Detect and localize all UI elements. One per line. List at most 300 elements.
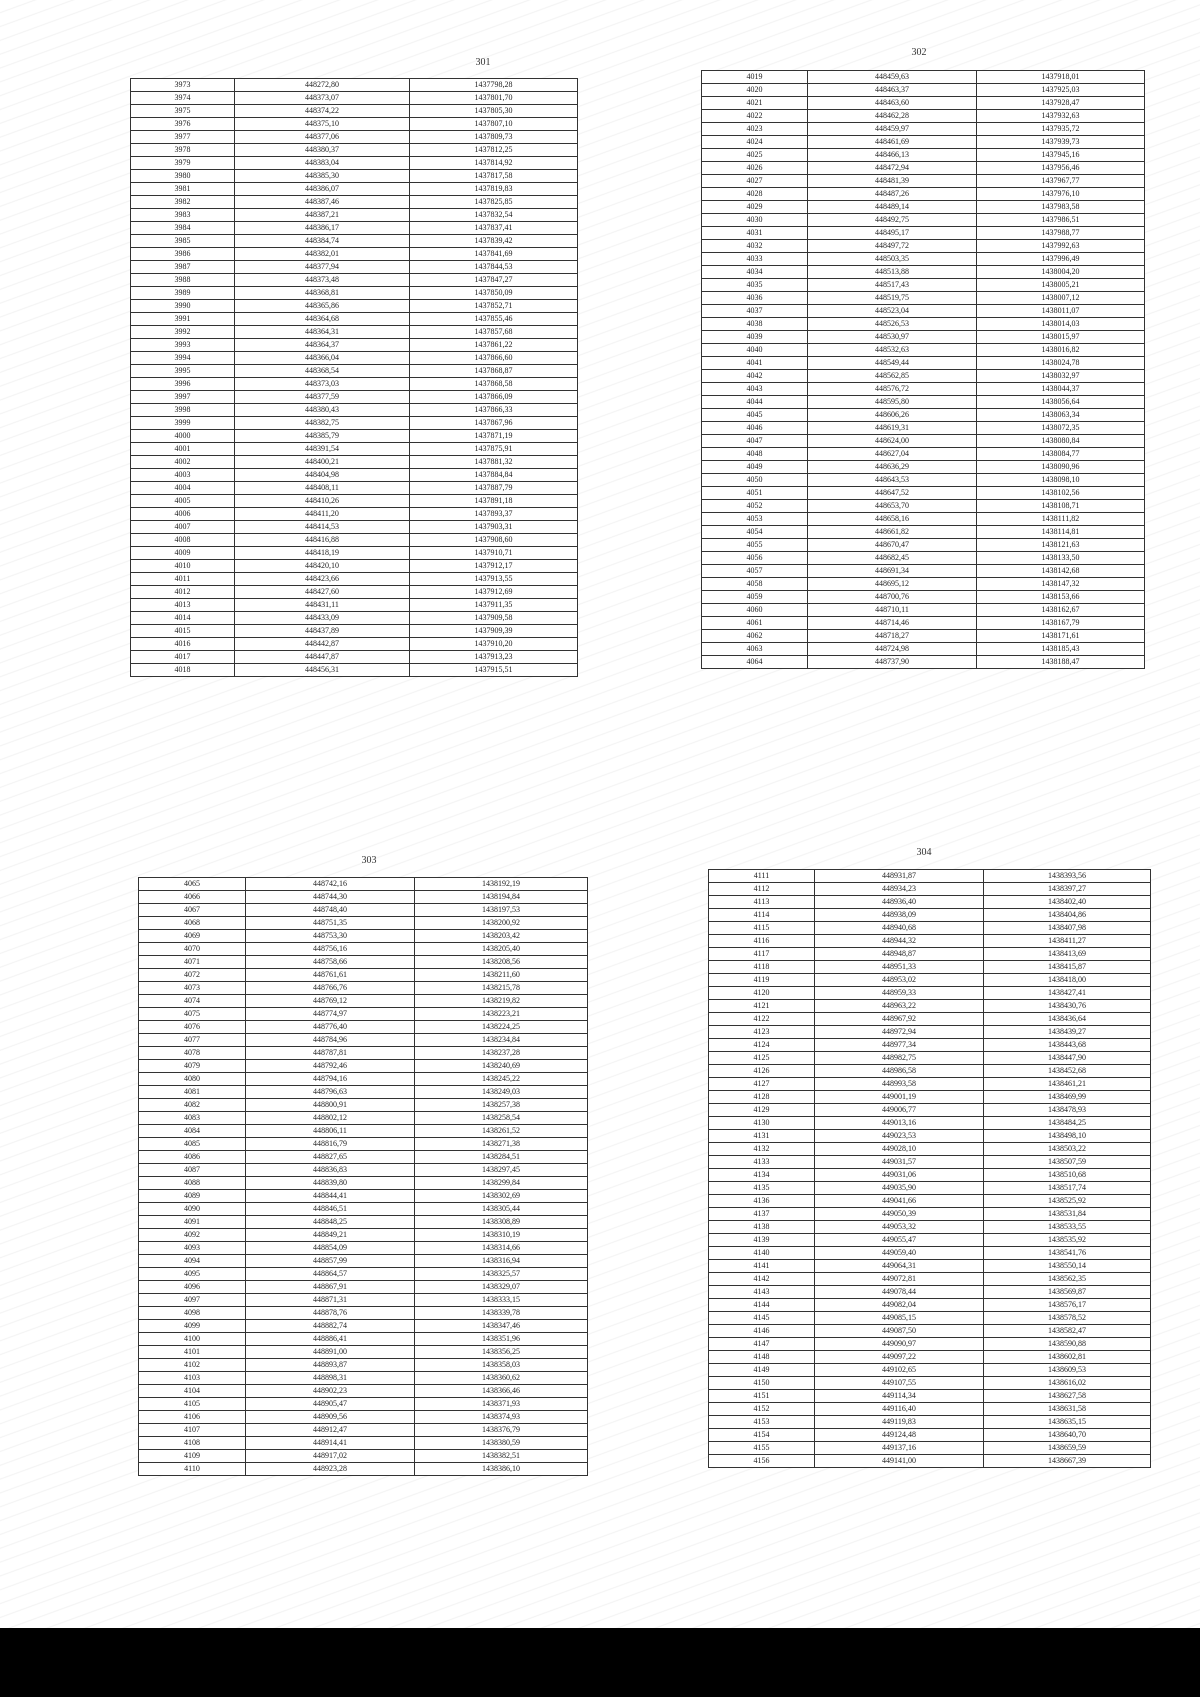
point-number-cell: 4023 xyxy=(702,123,808,136)
y-coordinate-cell: 1438510,68 xyxy=(984,1169,1151,1182)
x-coordinate-cell: 448387,21 xyxy=(235,209,410,222)
table-row xyxy=(709,1286,1151,1299)
point-number-cell: 4053 xyxy=(702,513,808,526)
x-coordinate-cell: 448385,30 xyxy=(235,170,410,183)
point-number-cell: 4095 xyxy=(139,1268,246,1281)
table-row xyxy=(139,1385,588,1398)
point-number-cell: 3973 xyxy=(131,79,235,92)
point-number-cell: 3983 xyxy=(131,209,235,222)
y-coordinate-cell: 1437868,58 xyxy=(410,378,578,391)
point-number-cell: 4064 xyxy=(702,656,808,669)
page-block xyxy=(708,847,1150,1468)
x-coordinate-cell: 448416,88 xyxy=(235,534,410,547)
table-row xyxy=(139,1151,588,1164)
table-row xyxy=(702,214,1145,227)
y-coordinate-cell: 1437866,60 xyxy=(410,352,578,365)
point-number-cell: 3975 xyxy=(131,105,235,118)
x-coordinate-cell: 448643,53 xyxy=(808,474,977,487)
y-coordinate-cell: 1437837,41 xyxy=(410,222,578,235)
x-coordinate-cell: 448380,43 xyxy=(235,404,410,417)
y-coordinate-cell: 1438469,99 xyxy=(984,1091,1151,1104)
x-coordinate-cell: 448940,68 xyxy=(815,922,984,935)
y-coordinate-cell: 1437909,39 xyxy=(410,625,578,638)
table-row xyxy=(702,487,1145,500)
table-row xyxy=(702,71,1145,84)
coordinates-table xyxy=(708,869,1151,1468)
table-row xyxy=(139,1047,588,1060)
y-coordinate-cell: 1437932,63 xyxy=(977,110,1145,123)
x-coordinate-cell: 448787,81 xyxy=(246,1047,415,1060)
table-row xyxy=(702,305,1145,318)
x-coordinate-cell: 448864,57 xyxy=(246,1268,415,1281)
table-row xyxy=(702,344,1145,357)
y-coordinate-cell: 1438024,78 xyxy=(977,357,1145,370)
x-coordinate-cell: 449059,40 xyxy=(815,1247,984,1260)
x-coordinate-cell: 449116,40 xyxy=(815,1403,984,1416)
table-row xyxy=(709,1312,1151,1325)
x-coordinate-cell: 448636,29 xyxy=(808,461,977,474)
point-number-cell: 4154 xyxy=(709,1429,815,1442)
table-row xyxy=(709,1013,1151,1026)
point-number-cell: 4094 xyxy=(139,1255,246,1268)
y-coordinate-cell: 1438569,87 xyxy=(984,1286,1151,1299)
x-coordinate-cell: 448404,98 xyxy=(235,469,410,482)
table-row xyxy=(139,1437,588,1450)
point-number-cell: 4153 xyxy=(709,1416,815,1429)
table-row xyxy=(709,1182,1151,1195)
y-coordinate-cell: 1438142,68 xyxy=(977,565,1145,578)
table-row xyxy=(139,1359,588,1372)
table-row xyxy=(709,1455,1151,1468)
point-number-cell: 3988 xyxy=(131,274,235,287)
point-number-cell: 4107 xyxy=(139,1424,246,1437)
y-coordinate-cell: 1438004,20 xyxy=(977,266,1145,279)
table-row xyxy=(131,313,578,326)
x-coordinate-cell: 448387,46 xyxy=(235,196,410,209)
table-row xyxy=(131,664,578,677)
y-coordinate-cell: 1437983,58 xyxy=(977,201,1145,214)
table-row xyxy=(139,878,588,891)
point-number-cell: 3974 xyxy=(131,92,235,105)
table-row xyxy=(139,1008,588,1021)
point-number-cell: 4135 xyxy=(709,1182,815,1195)
y-coordinate-cell: 1438153,66 xyxy=(977,591,1145,604)
x-coordinate-cell: 448905,47 xyxy=(246,1398,415,1411)
table-row xyxy=(139,943,588,956)
table-row xyxy=(139,1411,588,1424)
x-coordinate-cell: 448374,22 xyxy=(235,105,410,118)
x-coordinate-cell: 448854,09 xyxy=(246,1242,415,1255)
x-coordinate-cell: 448408,11 xyxy=(235,482,410,495)
point-number-cell: 4084 xyxy=(139,1125,246,1138)
y-coordinate-cell: 1438271,38 xyxy=(415,1138,588,1151)
point-number-cell: 4039 xyxy=(702,331,808,344)
point-number-cell: 4111 xyxy=(709,870,815,883)
x-coordinate-cell: 449023,53 xyxy=(815,1130,984,1143)
point-number-cell: 4143 xyxy=(709,1286,815,1299)
point-number-cell: 4103 xyxy=(139,1372,246,1385)
point-number-cell: 4027 xyxy=(702,175,808,188)
table-row xyxy=(709,1299,1151,1312)
table-row xyxy=(131,144,578,157)
y-coordinate-cell: 1438314,66 xyxy=(415,1242,588,1255)
y-coordinate-cell: 1438531,84 xyxy=(984,1208,1151,1221)
point-number-cell: 4042 xyxy=(702,370,808,383)
x-coordinate-cell: 448751,35 xyxy=(246,917,415,930)
x-coordinate-cell: 449053,32 xyxy=(815,1221,984,1234)
x-coordinate-cell: 448386,17 xyxy=(235,222,410,235)
point-number-cell: 4149 xyxy=(709,1364,815,1377)
table-row xyxy=(131,92,578,105)
y-coordinate-cell: 1437850,09 xyxy=(410,287,578,300)
point-number-cell: 4056 xyxy=(702,552,808,565)
x-coordinate-cell: 449137,16 xyxy=(815,1442,984,1455)
table-row xyxy=(131,404,578,417)
point-number-cell: 4063 xyxy=(702,643,808,656)
page-number: 303 xyxy=(361,855,377,866)
y-coordinate-cell: 1438376,79 xyxy=(415,1424,588,1437)
y-coordinate-cell: 1438667,39 xyxy=(984,1455,1151,1468)
point-number-cell: 4002 xyxy=(131,456,235,469)
table-row xyxy=(131,391,578,404)
y-coordinate-cell: 1437887,79 xyxy=(410,482,578,495)
table-row xyxy=(139,1255,588,1268)
table-row xyxy=(139,1203,588,1216)
x-coordinate-cell: 448661,82 xyxy=(808,526,977,539)
table-row xyxy=(139,995,588,1008)
table-row xyxy=(702,656,1145,669)
x-coordinate-cell: 448380,37 xyxy=(235,144,410,157)
x-coordinate-cell: 448691,34 xyxy=(808,565,977,578)
y-coordinate-cell: 1438200,92 xyxy=(415,917,588,930)
table-row xyxy=(131,573,578,586)
point-number-cell: 3994 xyxy=(131,352,235,365)
y-coordinate-cell: 1438576,17 xyxy=(984,1299,1151,1312)
x-coordinate-cell: 448774,97 xyxy=(246,1008,415,1021)
x-coordinate-cell: 448794,16 xyxy=(246,1073,415,1086)
point-number-cell: 4102 xyxy=(139,1359,246,1372)
point-number-cell: 4106 xyxy=(139,1411,246,1424)
y-coordinate-cell: 1437910,71 xyxy=(410,547,578,560)
y-coordinate-cell: 1438005,21 xyxy=(977,279,1145,292)
point-number-cell: 4011 xyxy=(131,573,235,586)
x-coordinate-cell: 449050,39 xyxy=(815,1208,984,1221)
x-coordinate-cell: 448503,35 xyxy=(808,253,977,266)
y-coordinate-cell: 1438015,97 xyxy=(977,331,1145,344)
point-number-cell: 4046 xyxy=(702,422,808,435)
x-coordinate-cell: 448384,74 xyxy=(235,235,410,248)
point-number-cell: 4049 xyxy=(702,461,808,474)
x-coordinate-cell: 448993,58 xyxy=(815,1078,984,1091)
y-coordinate-cell: 1437935,72 xyxy=(977,123,1145,136)
point-number-cell: 3995 xyxy=(131,365,235,378)
table-row xyxy=(702,526,1145,539)
table-row xyxy=(702,370,1145,383)
y-coordinate-cell: 1437857,68 xyxy=(410,326,578,339)
table-row xyxy=(131,612,578,625)
point-number-cell: 3991 xyxy=(131,313,235,326)
x-coordinate-cell: 448776,40 xyxy=(246,1021,415,1034)
point-number-cell: 4072 xyxy=(139,969,246,982)
x-coordinate-cell: 448766,76 xyxy=(246,982,415,995)
point-number-cell: 4139 xyxy=(709,1234,815,1247)
table-row xyxy=(709,1429,1151,1442)
y-coordinate-cell: 1437805,30 xyxy=(410,105,578,118)
table-row xyxy=(131,443,578,456)
table-row xyxy=(139,1242,588,1255)
point-number-cell: 4093 xyxy=(139,1242,246,1255)
point-number-cell: 4145 xyxy=(709,1312,815,1325)
page-block xyxy=(130,57,577,677)
table-row xyxy=(139,1138,588,1151)
y-coordinate-cell: 1437911,35 xyxy=(410,599,578,612)
x-coordinate-cell: 448878,76 xyxy=(246,1307,415,1320)
table-row xyxy=(139,1450,588,1463)
table-row xyxy=(702,110,1145,123)
y-coordinate-cell: 1438114,81 xyxy=(977,526,1145,539)
point-number-cell: 4001 xyxy=(131,443,235,456)
y-coordinate-cell: 1438208,56 xyxy=(415,956,588,969)
x-coordinate-cell: 448695,12 xyxy=(808,578,977,591)
point-number-cell: 4099 xyxy=(139,1320,246,1333)
y-coordinate-cell: 1438305,44 xyxy=(415,1203,588,1216)
point-number-cell: 4045 xyxy=(702,409,808,422)
point-number-cell: 4055 xyxy=(702,539,808,552)
point-number-cell: 4062 xyxy=(702,630,808,643)
x-coordinate-cell: 448549,44 xyxy=(808,357,977,370)
table-row xyxy=(702,292,1145,305)
x-coordinate-cell: 448948,87 xyxy=(815,948,984,961)
point-number-cell: 4085 xyxy=(139,1138,246,1151)
y-coordinate-cell: 1438245,22 xyxy=(415,1073,588,1086)
y-coordinate-cell: 1438333,15 xyxy=(415,1294,588,1307)
y-coordinate-cell: 1438211,60 xyxy=(415,969,588,982)
x-coordinate-cell: 448977,34 xyxy=(815,1039,984,1052)
table-row xyxy=(131,378,578,391)
y-coordinate-cell: 1438007,12 xyxy=(977,292,1145,305)
y-coordinate-cell: 1438535,92 xyxy=(984,1234,1151,1247)
point-number-cell: 4147 xyxy=(709,1338,815,1351)
x-coordinate-cell: 448931,87 xyxy=(815,870,984,883)
point-number-cell: 3996 xyxy=(131,378,235,391)
x-coordinate-cell: 448532,63 xyxy=(808,344,977,357)
table-row xyxy=(709,909,1151,922)
point-number-cell: 4024 xyxy=(702,136,808,149)
x-coordinate-cell: 448827,65 xyxy=(246,1151,415,1164)
table-row xyxy=(131,417,578,430)
y-coordinate-cell: 1438616,02 xyxy=(984,1377,1151,1390)
point-number-cell: 4121 xyxy=(709,1000,815,1013)
y-coordinate-cell: 1438329,07 xyxy=(415,1281,588,1294)
y-coordinate-cell: 1438517,74 xyxy=(984,1182,1151,1195)
y-coordinate-cell: 1438550,14 xyxy=(984,1260,1151,1273)
point-number-cell: 4156 xyxy=(709,1455,815,1468)
table-row xyxy=(702,279,1145,292)
y-coordinate-cell: 1437918,01 xyxy=(977,71,1145,84)
point-number-cell: 4113 xyxy=(709,896,815,909)
y-coordinate-cell: 1437996,49 xyxy=(977,253,1145,266)
point-number-cell: 4040 xyxy=(702,344,808,357)
point-number-cell: 3979 xyxy=(131,157,235,170)
y-coordinate-cell: 1438044,37 xyxy=(977,383,1145,396)
y-coordinate-cell: 1438447,90 xyxy=(984,1052,1151,1065)
table-row xyxy=(131,261,578,274)
table-row xyxy=(709,1091,1151,1104)
point-number-cell: 4123 xyxy=(709,1026,815,1039)
y-coordinate-cell: 1438404,86 xyxy=(984,909,1151,922)
point-number-cell: 4044 xyxy=(702,396,808,409)
y-coordinate-cell: 1438380,59 xyxy=(415,1437,588,1450)
x-coordinate-cell: 448737,90 xyxy=(808,656,977,669)
y-coordinate-cell: 1438032,97 xyxy=(977,370,1145,383)
point-number-cell: 4005 xyxy=(131,495,235,508)
point-number-cell: 4009 xyxy=(131,547,235,560)
x-coordinate-cell: 448433,09 xyxy=(235,612,410,625)
table-row xyxy=(702,500,1145,513)
point-number-cell: 4110 xyxy=(139,1463,246,1476)
table-row xyxy=(139,1268,588,1281)
point-number-cell: 3990 xyxy=(131,300,235,313)
x-coordinate-cell: 448886,41 xyxy=(246,1333,415,1346)
table-row xyxy=(702,84,1145,97)
table-row xyxy=(131,235,578,248)
x-coordinate-cell: 448423,66 xyxy=(235,573,410,586)
table-row xyxy=(702,331,1145,344)
y-coordinate-cell: 1438386,10 xyxy=(415,1463,588,1476)
y-coordinate-cell: 1438415,87 xyxy=(984,961,1151,974)
point-number-cell: 4061 xyxy=(702,617,808,630)
x-coordinate-cell: 448753,30 xyxy=(246,930,415,943)
x-coordinate-cell: 448526,53 xyxy=(808,318,977,331)
x-coordinate-cell: 448848,25 xyxy=(246,1216,415,1229)
y-coordinate-cell: 1437976,10 xyxy=(977,188,1145,201)
point-number-cell: 4151 xyxy=(709,1390,815,1403)
y-coordinate-cell: 1438351,96 xyxy=(415,1333,588,1346)
y-coordinate-cell: 1437884,84 xyxy=(410,469,578,482)
point-number-cell: 4060 xyxy=(702,604,808,617)
table-row xyxy=(709,1273,1151,1286)
table-row xyxy=(139,930,588,943)
x-coordinate-cell: 448902,23 xyxy=(246,1385,415,1398)
table-row xyxy=(709,1130,1151,1143)
x-coordinate-cell: 448784,96 xyxy=(246,1034,415,1047)
table-row xyxy=(702,253,1145,266)
y-coordinate-cell: 1438011,07 xyxy=(977,305,1145,318)
x-coordinate-cell: 448365,86 xyxy=(235,300,410,313)
table-row xyxy=(131,534,578,547)
y-coordinate-cell: 1438498,10 xyxy=(984,1130,1151,1143)
y-coordinate-cell: 1437881,32 xyxy=(410,456,578,469)
y-coordinate-cell: 1438436,64 xyxy=(984,1013,1151,1026)
table-row xyxy=(131,521,578,534)
x-coordinate-cell: 448839,80 xyxy=(246,1177,415,1190)
y-coordinate-cell: 1438016,82 xyxy=(977,344,1145,357)
x-coordinate-cell: 448385,79 xyxy=(235,430,410,443)
point-number-cell: 4088 xyxy=(139,1177,246,1190)
x-coordinate-cell: 448517,43 xyxy=(808,279,977,292)
x-coordinate-cell: 449028,10 xyxy=(815,1143,984,1156)
y-coordinate-cell: 1438382,51 xyxy=(415,1450,588,1463)
page-block xyxy=(701,47,1144,669)
x-coordinate-cell: 448849,21 xyxy=(246,1229,415,1242)
x-coordinate-cell: 448463,60 xyxy=(808,97,977,110)
table-row xyxy=(131,118,578,131)
point-number-cell: 4033 xyxy=(702,253,808,266)
table-row xyxy=(702,539,1145,552)
table-row xyxy=(131,625,578,638)
table-row xyxy=(702,136,1145,149)
x-coordinate-cell: 449072,81 xyxy=(815,1273,984,1286)
y-coordinate-cell: 1438430,76 xyxy=(984,1000,1151,1013)
x-coordinate-cell: 449041,66 xyxy=(815,1195,984,1208)
y-coordinate-cell: 1438063,34 xyxy=(977,409,1145,422)
point-number-cell: 4069 xyxy=(139,930,246,943)
x-coordinate-cell: 449119,83 xyxy=(815,1416,984,1429)
table-row xyxy=(139,1164,588,1177)
table-row xyxy=(131,547,578,560)
point-number-cell: 4037 xyxy=(702,305,808,318)
y-coordinate-cell: 1437809,73 xyxy=(410,131,578,144)
table-row xyxy=(702,578,1145,591)
point-number-cell: 4146 xyxy=(709,1325,815,1338)
table-row xyxy=(139,1281,588,1294)
point-number-cell: 3997 xyxy=(131,391,235,404)
y-coordinate-cell: 1438084,77 xyxy=(977,448,1145,461)
x-coordinate-cell: 448748,40 xyxy=(246,904,415,917)
table-row xyxy=(709,948,1151,961)
x-coordinate-cell: 448373,07 xyxy=(235,92,410,105)
y-coordinate-cell: 1438194,84 xyxy=(415,891,588,904)
point-number-cell: 4076 xyxy=(139,1021,246,1034)
table-row xyxy=(139,1060,588,1073)
x-coordinate-cell: 448364,37 xyxy=(235,339,410,352)
x-coordinate-cell: 448867,91 xyxy=(246,1281,415,1294)
table-row xyxy=(131,222,578,235)
point-number-cell: 4092 xyxy=(139,1229,246,1242)
point-number-cell: 4141 xyxy=(709,1260,815,1273)
x-coordinate-cell: 448383,04 xyxy=(235,157,410,170)
y-coordinate-cell: 1438578,52 xyxy=(984,1312,1151,1325)
point-number-cell: 4126 xyxy=(709,1065,815,1078)
point-number-cell: 4119 xyxy=(709,974,815,987)
y-coordinate-cell: 1437915,51 xyxy=(410,664,578,677)
x-coordinate-cell: 449035,90 xyxy=(815,1182,984,1195)
y-coordinate-cell: 1438308,89 xyxy=(415,1216,588,1229)
x-coordinate-cell: 448953,02 xyxy=(815,974,984,987)
x-coordinate-cell: 448944,32 xyxy=(815,935,984,948)
x-coordinate-cell: 448523,04 xyxy=(808,305,977,318)
table-row xyxy=(139,1333,588,1346)
point-number-cell: 4030 xyxy=(702,214,808,227)
point-number-cell: 3976 xyxy=(131,118,235,131)
point-number-cell: 4003 xyxy=(131,469,235,482)
table-row xyxy=(131,456,578,469)
table-row xyxy=(709,1377,1151,1390)
point-number-cell: 4152 xyxy=(709,1403,815,1416)
x-coordinate-cell: 448769,12 xyxy=(246,995,415,1008)
point-number-cell: 4021 xyxy=(702,97,808,110)
x-coordinate-cell: 449031,57 xyxy=(815,1156,984,1169)
table-row xyxy=(139,1034,588,1047)
x-coordinate-cell: 448938,09 xyxy=(815,909,984,922)
table-row xyxy=(709,1247,1151,1260)
x-coordinate-cell: 448836,83 xyxy=(246,1164,415,1177)
point-number-cell: 4017 xyxy=(131,651,235,664)
y-coordinate-cell: 1438090,96 xyxy=(977,461,1145,474)
y-coordinate-cell: 1438358,03 xyxy=(415,1359,588,1372)
y-coordinate-cell: 1438224,25 xyxy=(415,1021,588,1034)
table-row xyxy=(709,1117,1151,1130)
